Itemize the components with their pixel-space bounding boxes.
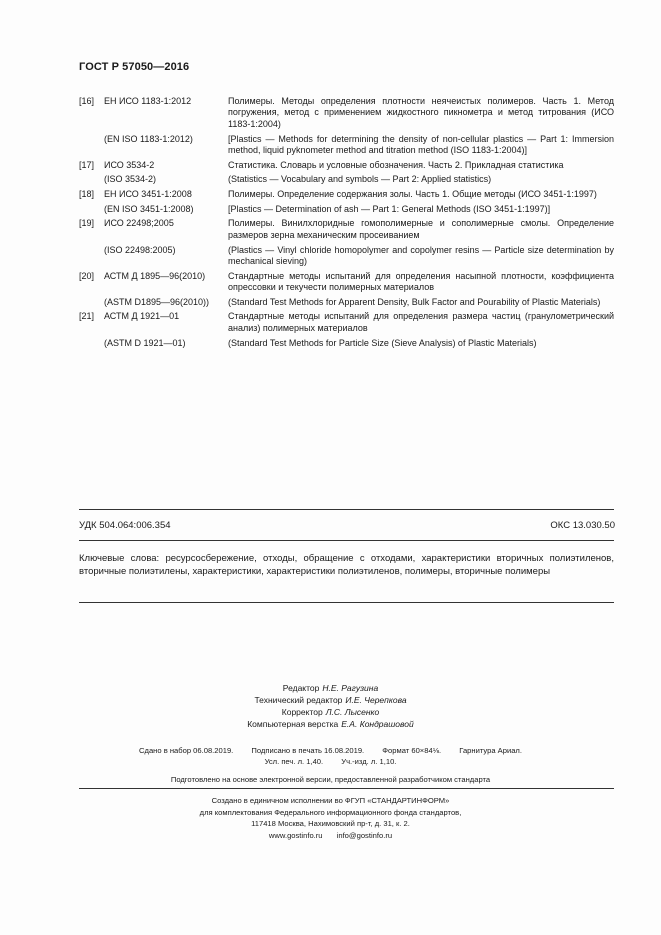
reference-number	[79, 174, 104, 185]
reference-title: [Plastics — Determination of ash — Part 1: General Methods (ISO 3451-1:1997)]	[228, 203, 551, 214]
divider-rule	[79, 540, 614, 541]
reference-entry	[79, 160, 614, 171]
reference-code: (ISO 22498:2005)	[104, 244, 176, 255]
email-link[interactable]: info@gostinfo.ru	[336, 830, 393, 840]
editor-label: Редактор	[282, 683, 320, 693]
reference-number	[79, 297, 104, 308]
reference-code: (EN ISO 1183-1:2012)	[104, 133, 193, 144]
reference-title: Статистика. Словарь и условные обозначения. Часть 2. Прикладная статистика	[228, 159, 564, 170]
editor-line	[0, 682, 661, 694]
signed-date: Подписано в печать 16.08.2019.	[251, 746, 365, 755]
reference-number	[79, 245, 104, 268]
producer-contacts	[0, 830, 661, 842]
reference-entry	[79, 174, 614, 185]
divider-rule	[79, 509, 614, 510]
reference-number: [18]	[79, 189, 95, 200]
reference-title: Стандартные методы испытаний для определения насыпной плотности, коэффициента опрессовки и текучести полимерных материалов	[228, 270, 614, 293]
producer-block	[0, 795, 661, 841]
publisher-sheets: Уч.-изд. л. 1,10.	[341, 757, 397, 766]
udk-code: УДК 504.064:006.354	[79, 520, 171, 531]
bibliography-list	[79, 96, 614, 352]
oks-code: ОКС 13.030.50	[550, 520, 615, 531]
reference-number: [21]	[79, 311, 95, 322]
producer-line-1: Создано в единичном исполнении во ФГУП «СТАНДАРТИНФОРМ»	[211, 796, 450, 805]
reference-title: Полимеры. Определение содержания золы. Часть 1. Общие методы (ИСО 3451-1:1997)	[228, 189, 597, 200]
reference-number	[79, 338, 104, 349]
publication-info-line	[0, 746, 661, 755]
reference-code: АСТМ Д 1895—96(2010)	[104, 270, 206, 281]
layout-line	[0, 718, 661, 730]
reference-entry	[79, 311, 614, 334]
reference-title: (Standard Test Methods for Apparent Density, Bulk Factor and Pourability of Plastic Materials)	[228, 296, 601, 307]
layout-label: Компьютерная верстка	[247, 719, 339, 729]
typeface: Гарнитура Ариал.	[459, 746, 522, 755]
print-sheets: Усл. печ. л. 1,40.	[264, 757, 324, 766]
reference-code: ЕН ИСО 1183-1:2012	[104, 96, 192, 106]
reference-title: Полимеры. Методы определения плотности неячеистых полимеров. Часть 1. Метод погружения, метод с применением жидкостного пикнометра и метод титрования (ИСО 1183-1:2004)	[228, 96, 614, 129]
document-id-header: ГОСТ Р 57050—2016	[79, 61, 190, 73]
sheets-info-line	[0, 757, 661, 766]
producer-address: 117418 Москва, Нахимовский пр-т, д. 31, к. 2.	[251, 819, 410, 828]
editor-name: Н.Е. Рагузина	[322, 683, 379, 693]
reference-code: (EN ISO 3451-1:2008)	[104, 203, 194, 214]
reference-number	[79, 204, 104, 215]
reference-title: (Plastics — Vinyl chloride homopolymer and copolymer resins — Particle size determination by mechanical sieving)	[228, 244, 614, 266]
paper-format: Формат 60×84⅛.	[382, 746, 442, 755]
corrector-line	[0, 706, 661, 718]
reference-number: [19]	[79, 218, 95, 229]
divider-rule	[79, 788, 614, 789]
website-link[interactable]: www.gostinfo.ru	[268, 830, 323, 840]
corrector-label: Корректор	[281, 707, 323, 717]
keywords-paragraph: Ключевые слова: ресурсосбережение, отходы, обращение с отходами, характеристики вторичных полиэтиленов, вторичные полиэтилены, характеристики, характеристики полиэтиленов, полимеры, вторичные полимеры	[79, 553, 614, 577]
reference-entry	[79, 338, 614, 349]
reference-entry	[79, 96, 614, 130]
reference-number: [17]	[79, 159, 95, 170]
reference-number: [20]	[79, 270, 95, 281]
reference-entry	[79, 297, 614, 308]
reference-code: ИСО 3534-2	[104, 159, 155, 170]
submitted-date: Сдано в набор 06.08.2019.	[139, 746, 234, 755]
credits-block	[0, 682, 661, 730]
reference-entry	[79, 245, 614, 268]
divider-rule	[79, 602, 614, 603]
tech-editor-name: И.Е. Черепкова	[345, 695, 407, 705]
tech-editor-line	[0, 694, 661, 706]
reference-entry	[79, 271, 614, 294]
reference-code: (ISO 3534-2)	[104, 174, 157, 185]
reference-code: ЕН ИСО 3451-1:2008	[104, 189, 192, 200]
reference-title: (Standard Test Methods for Particle Size (Sieve Analysis) of Plastic Materials)	[228, 337, 537, 348]
reference-number	[79, 134, 104, 157]
reference-title: (Statistics — Vocabulary and symbols — Part 2: Applied statistics)	[228, 174, 492, 185]
reference-entry	[79, 134, 614, 157]
reference-title: Полимеры. Винилхлоридные гомополимерные и сополимерные смолы. Определение размеров зерна механическим просеиванием	[228, 218, 614, 240]
reference-code: (ASTM D1895—96(2010))	[104, 296, 210, 307]
producer-line-2: для комплектования Федерального информационного фонда стандартов,	[199, 807, 462, 817]
source-note: Подготовлено на основе электронной версии, предоставленной разработчиком стандарта	[170, 775, 491, 784]
reference-title: [Plastics — Methods for determining the density of non-cellular plastics — Part 1: Immersion method, liquid pyknometer method and titration method (ISO 1183-1:2004)]	[228, 133, 614, 155]
reference-number: [16]	[79, 96, 95, 106]
corrector-name: Л.С. Лысенко	[325, 707, 380, 717]
reference-entry	[79, 218, 614, 241]
reference-code: ИСО 22498;2005	[104, 218, 174, 229]
reference-entry	[79, 204, 614, 215]
layout-name: Е.А. Кондрашовой	[341, 719, 414, 729]
tech-editor-label: Технический редактор	[254, 695, 343, 705]
reference-code: (ASTM D 1921—01)	[104, 337, 186, 348]
reference-code: АСТМ Д 1921—01	[104, 311, 180, 322]
reference-title: Стандартные методы испытаний для определения размера частиц (гранулометрический анализ) полимерных материалов	[228, 311, 614, 333]
reference-entry	[79, 189, 614, 200]
